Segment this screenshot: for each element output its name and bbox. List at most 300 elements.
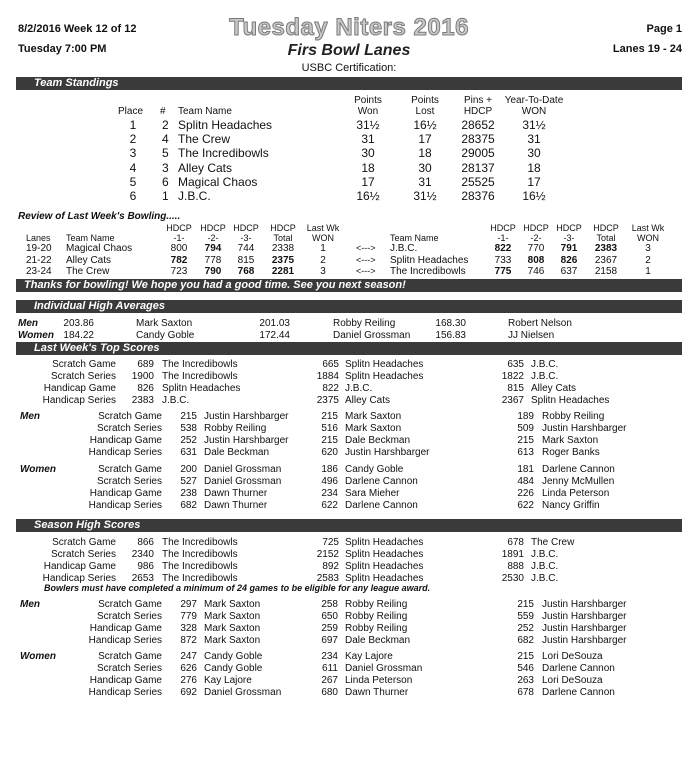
score-category: Handicap Series bbox=[42, 573, 116, 584]
review-score-left: 744 bbox=[237, 243, 255, 254]
score-category: Scratch Game bbox=[52, 537, 116, 548]
avg-value: 184.22 bbox=[63, 330, 94, 341]
review-hdr-game: -2- bbox=[207, 233, 219, 243]
standings-team-name: Magical Chaos bbox=[178, 174, 258, 189]
col-pins-l1: Pins + bbox=[463, 95, 493, 106]
avg-value: 156.83 bbox=[435, 330, 466, 341]
score-name: Splitn Headaches bbox=[345, 573, 424, 584]
score-name: Robby Reiling bbox=[204, 423, 267, 434]
review-score-right: 733 bbox=[494, 254, 512, 266]
avg-name: JJ Nielsen bbox=[508, 330, 555, 341]
score-value: 2375 bbox=[316, 395, 339, 406]
score-category: Scratch Series bbox=[50, 371, 116, 382]
score-value: 496 bbox=[321, 476, 338, 487]
review-hdr-game: Total bbox=[596, 233, 616, 243]
score-name: Lori DeSouza bbox=[542, 675, 603, 686]
score-value: 779 bbox=[180, 611, 197, 622]
standings-points-won: 16½ bbox=[356, 189, 380, 203]
avg-women-label: Women bbox=[18, 330, 54, 341]
review-team-right: J.B.C. bbox=[390, 243, 418, 254]
standings-place: 2 bbox=[129, 132, 137, 147]
score-value: 263 bbox=[517, 675, 534, 686]
score-name: Justin Harshbarger bbox=[542, 623, 627, 634]
score-value: 866 bbox=[137, 537, 154, 548]
col-points-won-l2: Won bbox=[357, 106, 379, 117]
score-name: Linda Peterson bbox=[542, 488, 610, 499]
standings-place: 4 bbox=[129, 160, 137, 175]
score-name: Darlene Cannon bbox=[542, 687, 615, 698]
review-title: Review of Last Week's Bowling..... bbox=[18, 211, 181, 222]
review-score-right: 826 bbox=[560, 254, 578, 266]
review-score-right: 791 bbox=[560, 243, 578, 254]
score-value: 1900 bbox=[131, 371, 154, 382]
standings-points-won: 18 bbox=[361, 160, 375, 175]
score-name: Candy Goble bbox=[204, 663, 263, 674]
review-hdr-hdcp: HDCP bbox=[166, 223, 192, 233]
score-value: 892 bbox=[322, 561, 339, 572]
score-value: 2653 bbox=[131, 573, 154, 584]
score-value: 226 bbox=[517, 488, 534, 499]
standings-points-won: 17 bbox=[361, 174, 375, 189]
score-value: 689 bbox=[137, 359, 154, 370]
standings-points-won: 30 bbox=[361, 146, 375, 161]
score-name: Candy Goble bbox=[345, 464, 404, 475]
score-value: 611 bbox=[322, 663, 338, 674]
score-value: 215 bbox=[517, 435, 534, 446]
score-category: Handicap Game bbox=[43, 561, 116, 572]
score-value: 872 bbox=[180, 635, 197, 646]
score-name: J.B.C. bbox=[162, 395, 190, 406]
score-name: Splitn Headaches bbox=[345, 359, 424, 370]
score-value: 665 bbox=[322, 359, 339, 370]
score-name: Justin Harshbarger bbox=[542, 611, 627, 622]
review-score-left: 782 bbox=[170, 254, 188, 266]
score-value: 826 bbox=[137, 383, 154, 394]
score-value: 815 bbox=[507, 383, 524, 394]
eligibility-note: Bowlers must have completed a minimum of 24 games to be eligible for any league award. bbox=[44, 583, 431, 593]
standings-team-num: 2 bbox=[162, 118, 169, 132]
review-lanes: 21-22 bbox=[26, 254, 52, 266]
score-name: Robby Reiling bbox=[542, 411, 605, 422]
score-category: Scratch Game bbox=[98, 599, 162, 610]
score-value: 2367 bbox=[501, 395, 524, 406]
avg-value: 203.86 bbox=[63, 318, 94, 329]
standings-pins-hdcp: 29005 bbox=[461, 146, 495, 161]
avg-name: Robert Nelson bbox=[508, 318, 572, 329]
score-value: 725 bbox=[322, 537, 339, 548]
score-category: Handicap Series bbox=[88, 687, 162, 698]
review-won-left: 2 bbox=[320, 254, 326, 266]
score-value: 189 bbox=[517, 411, 534, 422]
review-score-right: 808 bbox=[527, 254, 545, 266]
col-place: Place bbox=[118, 106, 144, 117]
review-score-right: 746 bbox=[527, 266, 545, 277]
score-name: Mark Saxton bbox=[345, 411, 402, 422]
score-name: Mark Saxton bbox=[204, 635, 261, 646]
standings-pins-hdcp: 25525 bbox=[461, 174, 495, 189]
standings-ytd-won: 18 bbox=[527, 160, 541, 175]
col-team-name: Team Name bbox=[178, 106, 232, 117]
standings-ytd-won: 16½ bbox=[522, 189, 546, 203]
score-category: Handicap Series bbox=[88, 447, 162, 458]
score-value: 258 bbox=[321, 599, 338, 610]
review-hdr-game: -2- bbox=[530, 233, 542, 243]
avg-men-label: Men bbox=[18, 318, 38, 329]
score-name: Daniel Grossman bbox=[204, 464, 282, 475]
score-name: Sara Mieher bbox=[345, 488, 400, 499]
score-value: 631 bbox=[180, 447, 197, 458]
score-value: 538 bbox=[180, 423, 197, 434]
standings-team-name: The Crew bbox=[178, 132, 231, 147]
score-name: Kay Lajore bbox=[204, 675, 252, 686]
standings-points-won: 31 bbox=[361, 132, 375, 147]
score-value: 181 bbox=[517, 464, 534, 475]
score-name: Jenny McMullen bbox=[542, 476, 615, 487]
review-score-left: 723 bbox=[170, 266, 188, 277]
standings-ytd-won: 31½ bbox=[522, 118, 546, 132]
review-hdr-hdcp: HDCP bbox=[593, 223, 619, 233]
standings-pins-hdcp: 28376 bbox=[461, 189, 495, 203]
score-name: The Crew bbox=[531, 537, 575, 548]
score-value: 252 bbox=[180, 435, 197, 446]
location: Firs Bowl Lanes bbox=[287, 42, 411, 59]
score-category: Handicap Game bbox=[43, 383, 116, 394]
page-number: Page 1 bbox=[646, 23, 682, 35]
score-name: Lori DeSouza bbox=[542, 651, 603, 662]
score-value: 252 bbox=[517, 623, 534, 634]
score-value: 234 bbox=[321, 488, 338, 499]
score-value: 215 bbox=[180, 411, 197, 422]
standings-team-name: Splitn Headaches bbox=[178, 118, 273, 132]
score-category: Handicap Series bbox=[42, 395, 116, 406]
review-score-left: 2338 bbox=[271, 243, 295, 254]
score-category: Scratch Series bbox=[96, 476, 162, 487]
score-category: Handicap Game bbox=[89, 623, 162, 634]
score-category: Scratch Game bbox=[98, 651, 162, 662]
review-team-right: Splitn Headaches bbox=[390, 254, 469, 266]
review-score-left: 2375 bbox=[271, 254, 295, 266]
score-value: 682 bbox=[517, 635, 534, 646]
review-hdr-won: WON bbox=[637, 233, 659, 243]
score-value: 186 bbox=[321, 464, 338, 475]
review-hdr-won: WON bbox=[312, 233, 334, 243]
score-value: 559 bbox=[517, 611, 534, 622]
review-score-left: 2281 bbox=[271, 266, 295, 277]
score-name: Justin Harshbarger bbox=[204, 411, 289, 422]
score-name: Candy Goble bbox=[204, 651, 263, 662]
score-name: Darlene Cannon bbox=[542, 464, 615, 475]
score-name: Mark Saxton bbox=[345, 423, 402, 434]
score-value: 546 bbox=[517, 663, 534, 674]
standings-team-num: 3 bbox=[162, 160, 169, 175]
review-team-right: The Incredibowls bbox=[390, 266, 466, 277]
col-pins-l2: HDCP bbox=[463, 106, 493, 117]
score-name: J.B.C. bbox=[531, 371, 559, 382]
score-value: 678 bbox=[507, 537, 524, 548]
review-hdr-hdcp: HDCP bbox=[556, 223, 582, 233]
score-category: Handicap Game bbox=[89, 488, 162, 499]
standings-points-lost: 31½ bbox=[413, 189, 437, 203]
score-value: 620 bbox=[321, 447, 338, 458]
score-women-label: Women bbox=[20, 464, 56, 475]
score-value: 484 bbox=[517, 476, 534, 487]
score-value: 1822 bbox=[501, 371, 524, 382]
day-time: Tuesday 7:00 PM bbox=[18, 43, 107, 55]
review-won-right: 3 bbox=[645, 243, 651, 254]
review-lanes: 23-24 bbox=[26, 266, 52, 277]
score-value: 680 bbox=[321, 687, 338, 698]
score-value: 215 bbox=[517, 599, 534, 610]
score-name: Robby Reiling bbox=[345, 599, 408, 610]
avg-value: 201.03 bbox=[259, 318, 290, 329]
standings-points-lost: 31 bbox=[418, 174, 432, 189]
score-value: 2383 bbox=[131, 395, 154, 406]
score-name: Kay Lajore bbox=[345, 651, 393, 662]
standings-place: 5 bbox=[129, 174, 137, 189]
score-name: Alley Cats bbox=[345, 395, 391, 406]
review-score-right: 775 bbox=[494, 266, 512, 277]
review-team-left: The Crew bbox=[66, 266, 110, 277]
avg-name: Daniel Grossman bbox=[333, 330, 411, 341]
section-bar-season-high: Season High Scores bbox=[16, 519, 682, 532]
score-category: Scratch Game bbox=[98, 411, 162, 422]
score-value: 635 bbox=[507, 359, 524, 370]
review-score-right: 822 bbox=[494, 243, 512, 254]
review-score-right: 2383 bbox=[594, 243, 618, 254]
score-name: Darlene Cannon bbox=[345, 500, 418, 511]
score-value: 527 bbox=[180, 476, 197, 487]
score-name: Darlene Cannon bbox=[345, 476, 418, 487]
usbc-certification: USBC Certification: bbox=[301, 62, 397, 74]
score-value: 678 bbox=[517, 687, 534, 698]
review-won-right: 1 bbox=[645, 266, 651, 277]
review-hdr-hdcp: HDCP bbox=[200, 223, 226, 233]
lanes-range: Lanes 19 - 24 bbox=[612, 43, 682, 55]
section-bar-last-week: Last Week's Top Scores bbox=[16, 342, 682, 355]
review-hdr-hdcp: HDCP bbox=[270, 223, 296, 233]
score-category: Handicap Series bbox=[88, 635, 162, 646]
score-name: The Incredibowls bbox=[162, 371, 238, 382]
score-value: 622 bbox=[517, 500, 534, 511]
avg-value: 172.44 bbox=[259, 330, 290, 341]
score-value: 822 bbox=[322, 383, 339, 394]
review-won-left: 3 bbox=[320, 266, 326, 277]
score-name: The Incredibowls bbox=[162, 573, 238, 584]
score-name: Splitn Headaches bbox=[345, 537, 424, 548]
col-num: # bbox=[160, 106, 166, 117]
review-hdr-hdcp: HDCP bbox=[233, 223, 259, 233]
standings-place: 1 bbox=[129, 118, 137, 132]
standings-points-lost: 18 bbox=[418, 146, 432, 161]
score-name: Justin Harshbarger bbox=[542, 599, 627, 610]
review-score-left: 794 bbox=[204, 243, 222, 254]
score-name: Justin Harshbarger bbox=[542, 423, 627, 434]
score-value: 626 bbox=[180, 663, 197, 674]
col-points-lost bbox=[400, 95, 450, 117]
score-name: J.B.C. bbox=[531, 573, 559, 584]
score-name: The Incredibowls bbox=[162, 537, 238, 548]
score-name: Alley Cats bbox=[531, 383, 577, 394]
score-name: Dale Beckman bbox=[204, 447, 270, 458]
standings-ytd-won: 30 bbox=[527, 146, 541, 161]
review-score-left: 790 bbox=[204, 266, 222, 277]
score-category: Handicap Series bbox=[88, 500, 162, 511]
score-name: Mark Saxton bbox=[204, 599, 261, 610]
score-name: Daniel Grossman bbox=[345, 663, 423, 674]
score-category: Scratch Series bbox=[96, 611, 162, 622]
score-value: 516 bbox=[321, 423, 338, 434]
score-value: 259 bbox=[321, 623, 338, 634]
score-value: 650 bbox=[321, 611, 338, 622]
review-score-left: 778 bbox=[204, 254, 222, 266]
score-value: 697 bbox=[321, 635, 338, 646]
score-value: 2340 bbox=[131, 549, 154, 560]
score-value: 2152 bbox=[316, 549, 339, 560]
review-hdr-game: -3- bbox=[240, 233, 252, 243]
standings-ytd-won: 31 bbox=[527, 132, 541, 147]
review-score-right: 637 bbox=[560, 266, 578, 277]
review-vs-arrow: <---> bbox=[356, 266, 376, 276]
score-value: 1891 bbox=[501, 549, 524, 560]
col-points-won-l1: Points bbox=[354, 95, 382, 106]
standings-team-num: 1 bbox=[162, 189, 169, 203]
score-name: Darlene Cannon bbox=[542, 663, 615, 674]
score-name: J.B.C. bbox=[531, 561, 559, 572]
score-name: Linda Peterson bbox=[345, 675, 413, 686]
score-value: 692 bbox=[180, 687, 197, 698]
score-category: Handicap Game bbox=[89, 675, 162, 686]
score-value: 215 bbox=[321, 435, 338, 446]
score-name: Justin Harshbarger bbox=[542, 635, 627, 646]
score-men-label: Men bbox=[20, 411, 40, 422]
score-name: Nancy Griffin bbox=[542, 500, 600, 511]
score-name: Mark Saxton bbox=[204, 611, 261, 622]
review-score-left: 800 bbox=[170, 243, 188, 254]
score-category: Scratch Series bbox=[96, 423, 162, 434]
review-hdr-lanes: Lanes bbox=[26, 233, 51, 243]
standings-team-name: J.B.C. bbox=[178, 189, 211, 203]
col-ytd-won bbox=[498, 95, 570, 117]
col-ytd-l1: Year-To-Date bbox=[504, 95, 564, 106]
score-name: Splitn Headaches bbox=[162, 383, 241, 394]
score-name: Dale Beckman bbox=[345, 435, 411, 446]
col-points-lost-l1: Points bbox=[411, 95, 439, 106]
score-category: Scratch Series bbox=[50, 549, 116, 560]
standings-points-lost: 30 bbox=[418, 160, 432, 175]
score-value: 622 bbox=[321, 500, 338, 511]
review-hdr-game: -1- bbox=[497, 233, 509, 243]
review-vs-arrow: <---> bbox=[356, 243, 376, 253]
score-name: Splitn Headaches bbox=[345, 371, 424, 382]
standings-team-num: 4 bbox=[162, 132, 169, 147]
review-hdr-team: Team Name bbox=[66, 233, 115, 243]
review-score-left: 815 bbox=[237, 254, 255, 266]
score-name: Mark Saxton bbox=[542, 435, 599, 446]
score-value: 888 bbox=[507, 561, 524, 572]
review-hdr-team-right: Team Name bbox=[390, 233, 439, 243]
score-name: Daniel Grossman bbox=[204, 687, 282, 698]
score-name: Dawn Thurner bbox=[204, 500, 268, 511]
review-hdr-hdcp: HDCP bbox=[490, 223, 516, 233]
score-name: The Incredibowls bbox=[162, 359, 238, 370]
score-value: 238 bbox=[180, 488, 197, 499]
score-value: 986 bbox=[137, 561, 154, 572]
standings-team-name: The Incredibowls bbox=[178, 146, 269, 161]
review-hdr-lastwk: Last Wk bbox=[306, 223, 340, 233]
score-name: J.B.C. bbox=[345, 383, 373, 394]
score-category: Handicap Game bbox=[89, 435, 162, 446]
standings-team-name: Alley Cats bbox=[178, 160, 233, 175]
section-bar-team-standings: Team Standings bbox=[16, 77, 682, 90]
col-pins-hdcp bbox=[453, 95, 503, 117]
standings-points-lost: 16½ bbox=[413, 118, 437, 132]
score-name: Justin Harshbarger bbox=[345, 447, 430, 458]
score-women-label: Women bbox=[20, 651, 56, 662]
score-value: 2583 bbox=[316, 573, 339, 584]
standings-pins-hdcp: 28375 bbox=[461, 132, 495, 147]
review-won-right: 2 bbox=[645, 254, 651, 266]
score-value: 267 bbox=[321, 675, 338, 686]
score-name: Splitn Headaches bbox=[345, 549, 424, 560]
avg-name: Candy Goble bbox=[136, 330, 195, 341]
standings-points-lost: 17 bbox=[418, 132, 432, 147]
thanks-bar: Thanks for bowling! We hope you had a good time. See you next season! bbox=[16, 279, 682, 292]
score-value: 215 bbox=[321, 411, 338, 422]
col-points-won bbox=[343, 95, 393, 117]
score-name: Roger Banks bbox=[542, 447, 600, 458]
score-value: 2530 bbox=[501, 573, 524, 584]
date-week: 8/2/2016 Week 12 of 12 bbox=[18, 23, 137, 35]
standings-pins-hdcp: 28137 bbox=[461, 160, 495, 175]
score-value: 1884 bbox=[316, 371, 339, 382]
review-hdr-game: -3- bbox=[563, 233, 575, 243]
score-name: Dale Beckman bbox=[345, 635, 411, 646]
score-name: Splitn Headaches bbox=[345, 561, 424, 572]
review-score-right: 2158 bbox=[594, 266, 618, 277]
score-value: 509 bbox=[517, 423, 534, 434]
standings-team-num: 6 bbox=[162, 174, 169, 189]
review-hdr-game: Total bbox=[273, 233, 293, 243]
score-value: 297 bbox=[180, 599, 197, 610]
section-bar-high-averages: Individual High Averages bbox=[16, 300, 682, 313]
score-name: Robby Reiling bbox=[345, 623, 408, 634]
page-title: Tuesday Niters 2016 bbox=[229, 14, 469, 41]
score-category: Scratch Game bbox=[52, 359, 116, 370]
score-value: 682 bbox=[180, 500, 197, 511]
score-value: 613 bbox=[517, 447, 534, 458]
avg-value: 168.30 bbox=[435, 318, 466, 329]
score-value: 247 bbox=[180, 651, 197, 662]
standings-points-won: 31½ bbox=[356, 118, 380, 132]
review-hdr-hdcp: HDCP bbox=[523, 223, 549, 233]
score-name: The Incredibowls bbox=[162, 549, 238, 560]
avg-name: Mark Saxton bbox=[136, 318, 193, 329]
standings-ytd-won: 17 bbox=[527, 174, 541, 189]
score-name: Daniel Grossman bbox=[204, 476, 282, 487]
review-score-right: 770 bbox=[527, 243, 545, 254]
review-hdr-lastwk: Last Wk bbox=[631, 223, 665, 233]
review-score-left: 768 bbox=[237, 266, 255, 277]
review-vs-arrow: <---> bbox=[356, 254, 376, 265]
standings-place: 6 bbox=[129, 189, 137, 203]
score-name: Dawn Thurner bbox=[345, 687, 409, 698]
score-name: Splitn Headaches bbox=[531, 395, 610, 406]
score-category: Scratch Series bbox=[96, 663, 162, 674]
review-hdr-game: -1- bbox=[173, 233, 185, 243]
col-points-lost-l2: Lost bbox=[415, 106, 435, 117]
review-lanes: 19-20 bbox=[26, 243, 52, 254]
score-name: Dawn Thurner bbox=[204, 488, 268, 499]
